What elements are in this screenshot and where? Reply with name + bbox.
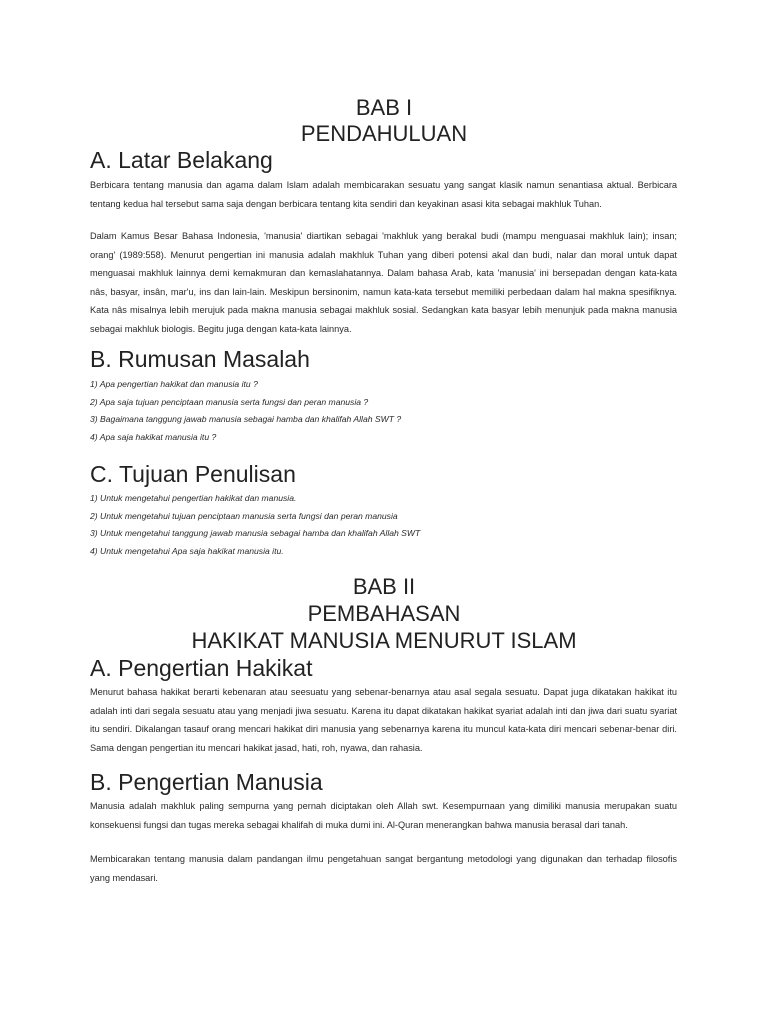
list-item: 2) Untuk mengetahui tujuan penciptaan manusia serta fungsi dan peran manusia [90,510,398,521]
paragraph-latar-1: Berbicara tentang manusia dan agama dalam Islam adalah membicarakan sesuatu yang sangat klasik namun senantiasa aktual. Berbicara tentang kedua hal tersebut sama saja dengan berbicara tentang kita sendiri dan keyakinan asasi kita sebagai makhluk Tuhan. [90,180,677,209]
section-heading-tujuan-penulisan: C. Tujuan Penulisan [90,461,296,487]
list-item: 3) Untuk mengetahui tanggung jawab manusia sebagai hamba dan khalifah Allah SWT [90,528,421,538]
paragraph-hakikat-1: Menurut bahasa hakikat berarti kebenaran atau seesuatu yang sebenar-benarnya atau asal segala sesuatu. Dapat juga dikatakan hakikat itu adalah inti dari segala sesuatu atau yang menjadi jiwa sesuatu. Karena itu dapat dikatakan hakikat syariat adalah inti dan jiwa dari suatu syariat itu sendiri. Dikalangan tasauf orang mencari hakikat diri manusia yang sebenarnya karena itu muncul kata-kata diri mencari sebenar-benar diri. Sama dengan pengertian itu mencari hakikat jasad, hati, roh, nyawa, dan rahasia. [90,687,677,753]
tujuan-list [90,490,420,560]
list-item: 1) Untuk mengetahui pengertian hakikat dan manusia. [90,493,297,503]
list-item: 1) Apa pengertian hakikat dan manusia itu ? [90,379,258,389]
bab2-title: BAB II [352,574,416,599]
section-heading-latar-belakang: A. Latar Belakang [90,147,273,173]
section-heading-pengertian-hakikat: A. Pengertian Hakikat [90,655,313,681]
bab2-subtitle: PEMBAHASAN [307,601,461,626]
paragraph-manusia-1: Manusia adalah makhluk paling sempurna yang pernah diciptakan oleh Allah swt. Kesempurnaan yang dimiliki manusia merupakan suatu konsekuensi fungsi dan tugas mereka sebagai khalifah di muka dumi ini. Al-Quran menerangkan bahwa manusia berasal dari tanah. [90,801,677,830]
list-item: 4) Apa saja hakikat manusia itu ? [90,431,217,442]
list-item: 2) Apa saja tujuan penciptaan manusia serta fungsi dan peran manusia ? [90,396,369,407]
list-item: 3) Bagaimana tanggung jawab manusia sebagai hamba dan khalifah Allah SWT ? [90,414,402,424]
list-item: 4) Untuk mengetahui Apa saja hakikat manusia itu. [90,545,284,556]
bab1-title: BAB I [355,95,413,120]
section-heading-rumusan-masalah: B. Rumusan Masalah [90,346,310,372]
paragraph-manusia-2: Membicarakan tentang manusia dalam pandangan ilmu pengetahuan sangat bergantung metodologi yang digunakan dan terhadap filosofis yang mendasari. [90,854,677,883]
paragraph-latar-2: Dalam Kamus Besar Bahasa Indonesia, 'manusia' diartikan sebagai 'makhluk yang berakal budi (mampu menguasai makhluk lain); insan; orang' (1989:558). Menurut pengertian ini manusia adalah makhluk Tuhan yang diberi potensi akal dan budi, nalar dan moral untuk dapat menguasai makhluk lainnya demi kemakmuran dan kemaslahatannya. Dalam bahasa Arab, kata 'manusia' ini bersepadan dengan kata-kata nâs, basyar, insân, mar'u, ins dan lain-lain. Meskipun bersinonim, namun kata-kata tersebut memiliki perbedaan dalam hal makna spesifiknya. Kata nâs misalnya lebih merujuk pada makna manusia sebagai makhluk sosial. Sedangkan kata basyar lebih menunjuk pada makna manusia sebagai makhluk biologis. Begitu juga dengan kata-kata lainnya. [90,231,677,334]
bab1-subtitle: PENDAHULUAN [300,121,468,146]
rumusan-list [90,376,401,446]
bab2-topic: HAKIKAT MANUSIA MENURUT ISLAM [191,628,577,653]
section-heading-pengertian-manusia: B. Pengertian Manusia [90,769,323,795]
